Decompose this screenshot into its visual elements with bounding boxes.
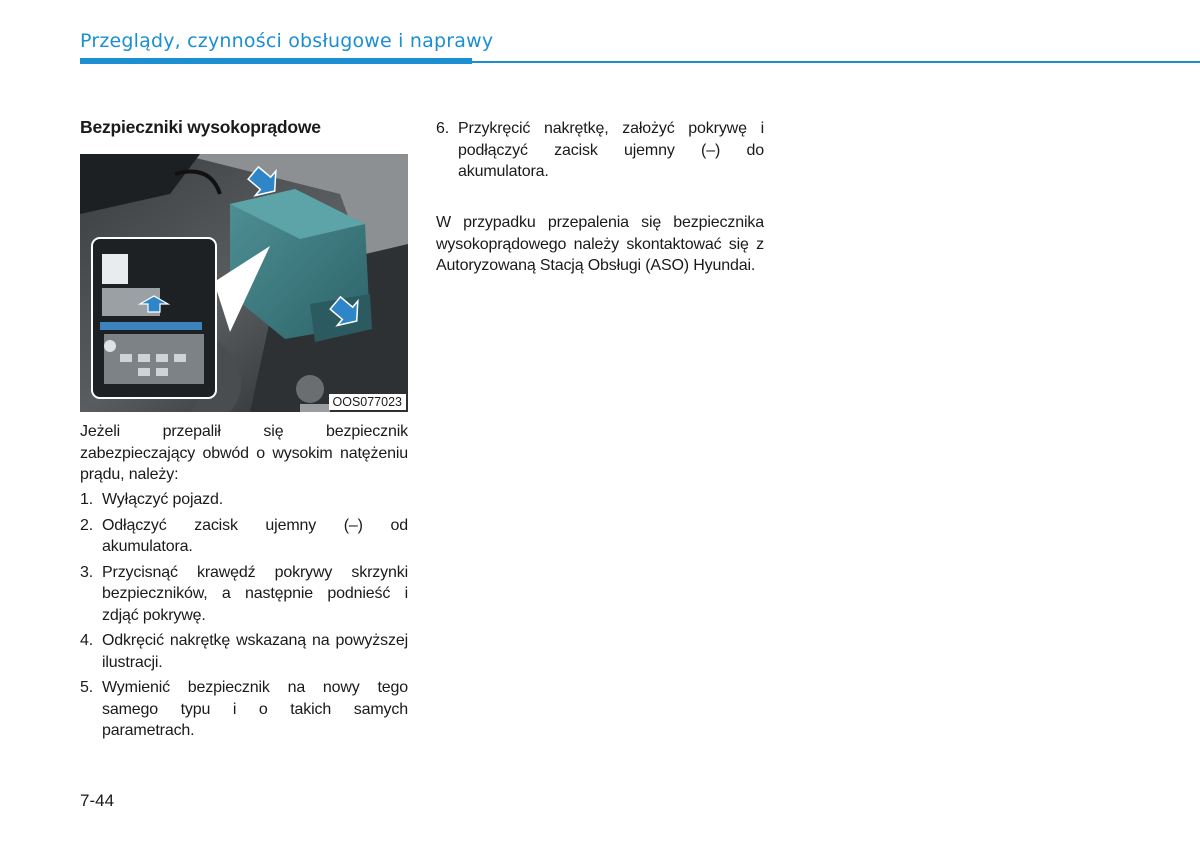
header-rule-thin — [472, 61, 1200, 63]
step-number: 3. — [80, 563, 94, 581]
header-title: Przeglądy, czynności obsługowe i naprawy — [80, 30, 494, 52]
step-number: 6. — [436, 120, 450, 137]
step-number: 1. — [80, 491, 94, 508]
engine-bay-figure — [80, 154, 408, 412]
step-text: Przykręcić nakrętkę, założyć pokrywę i podłączyć zacisk ujemny (–) do akumulatora. — [458, 120, 764, 180]
section-heading: Bezpieczniki wysokoprądowe — [80, 117, 321, 137]
page-number: 7-44 — [80, 791, 115, 810]
figure-code: OOS077023 — [329, 394, 407, 410]
step-number: 4. — [80, 632, 94, 649]
list-item — [80, 489, 408, 511]
step-number: 5. — [80, 679, 94, 696]
step-number: 2. — [80, 516, 94, 534]
steps-list-continued — [436, 118, 764, 187]
steps-list — [80, 489, 408, 746]
list-item — [80, 630, 408, 673]
step-text: Odłączyć zacisk ujemny (–) od akumulatora. — [102, 516, 408, 555]
step-text: Wymienić bezpiecznik na nowy tego samego typu i o takich samych parametrach. — [102, 679, 408, 739]
fuse-box-illustration — [80, 154, 408, 412]
list-item — [436, 118, 764, 183]
step-text: Wyłączyć pojazd. — [102, 491, 224, 508]
step-text: Przycisnąć krawędź pokrywy skrzynki bezpieczników, a następnie podnieść i zdjąć pokrywę. — [102, 563, 408, 624]
intro-paragraph: Jeżeli przepalił się bezpiecznik zabezpieczający obwód o wysokim natężeniu prądu, należy: — [80, 423, 408, 483]
list-item — [80, 677, 408, 742]
list-item — [80, 515, 408, 558]
note-paragraph: W przypadku przepalenia się bezpiecznika wysokoprądowego należy skontaktować się z Autoryzowaną Stacją Obsługi (ASO) Hyundai. — [436, 214, 764, 274]
list-item — [80, 562, 408, 627]
step-text: Odkręcić nakrętkę wskazaną na powyższej ilustracji. — [102, 632, 408, 671]
header-rule-thick — [80, 58, 472, 64]
